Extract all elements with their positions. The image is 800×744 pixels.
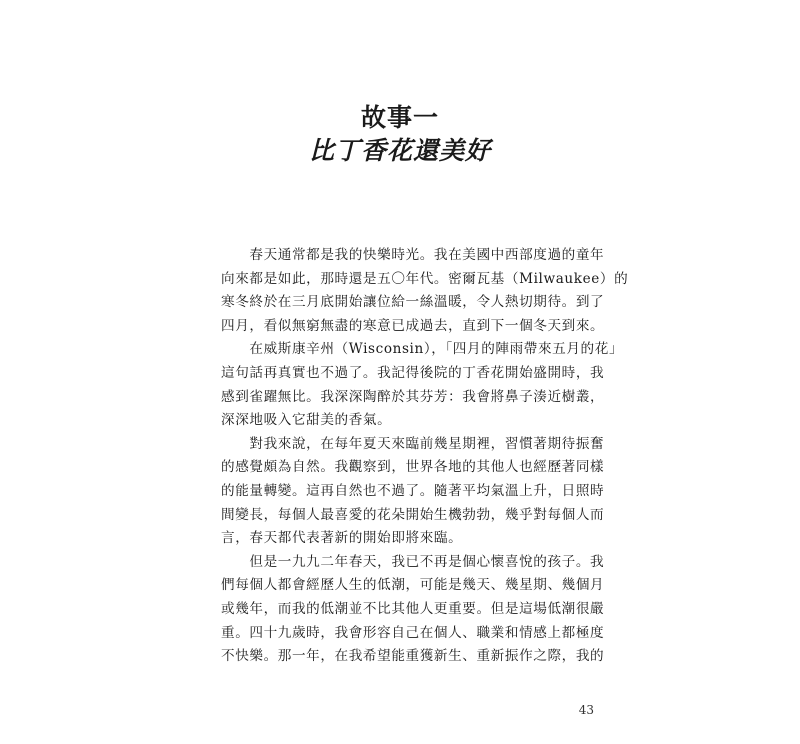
body-line: 間變長，每個人最喜愛的花朵開始生機勃勃，幾乎對每個人而	[221, 506, 605, 523]
body-line: 春天通常都是我的快樂時光。我在美國中西部度過的童年	[221, 247, 605, 263]
body-line: 或幾年，而我的低潮並不比其他人更重要。但是這場低潮很嚴	[221, 600, 605, 617]
body-line: 向來都是如此，那時還是五〇年代。密爾瓦基（Milwaukee）的	[221, 270, 629, 287]
body-line: 這句話再真實也不過了。我記得後院的丁香花開始盛開時，我	[221, 364, 605, 381]
body-text	[221, 244, 629, 669]
body-line: 對我來說，在每年夏天來臨前幾星期裡，習慣著期待振奮	[221, 435, 605, 452]
body-line: 的感覺頗為自然。我觀察到，世界各地的其他人也經歷著同樣	[221, 459, 605, 476]
body-line: 的能量轉變。這再自然也不過了。隨著平均氣溫上升，日照時	[221, 482, 605, 499]
body-line: 但是一九九二年春天，我已不再是個心懷喜悅的孩子。我	[221, 553, 605, 570]
body-line: 言，春天都代表著新的開始即將來臨。	[221, 530, 463, 547]
page-number: 43	[578, 703, 594, 717]
body-line: 感到雀躍無比。我深深陶醉於其芬芳：我會將鼻子湊近樹叢，	[221, 388, 605, 405]
chapter-label: 故事一	[360, 103, 439, 132]
body-line: 寒冬終於在三月底開始讓位給一絲溫暖，令人熱切期待。到了	[221, 294, 605, 311]
chapter-title: 比丁香花還美好	[308, 136, 491, 165]
body-line: 重。四十九歲時，我會形容自己在個人、職業和情感上都極度	[221, 624, 605, 641]
body-line: 在威斯康辛州（Wisconsin），「四月的陣雨帶來五月的花」	[221, 341, 624, 358]
body-line: 深深地吸入它甜美的香氣。	[221, 412, 392, 429]
body-line: 們每個人都會經歷人生的低潮，可能是幾天、幾星期、幾個月	[221, 577, 605, 594]
body-line: 四月，看似無窮無盡的寒意已成過去，直到下一個冬天到來。	[221, 317, 605, 334]
body-line: 不快樂。那一年，在我希望能重獲新生、重新振作之際，我的	[221, 648, 605, 665]
